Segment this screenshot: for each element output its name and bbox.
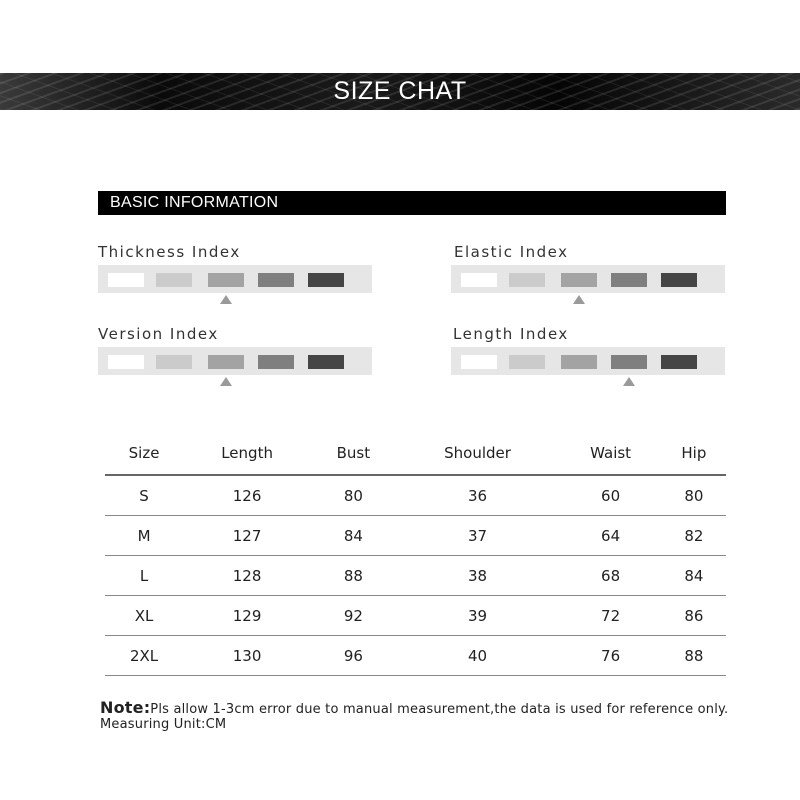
- cell-waist: 64: [559, 516, 661, 556]
- cell-waist: 72: [559, 596, 661, 636]
- cell-shoulder: 39: [396, 596, 560, 636]
- cell-bust: 96: [311, 636, 396, 676]
- scale-swatch-4: [611, 273, 647, 287]
- header-size: Size: [105, 432, 183, 475]
- elastic-index-scale: [451, 265, 725, 293]
- cell-bust: 80: [311, 475, 396, 516]
- cell-size: S: [105, 475, 183, 516]
- section-header: [98, 191, 726, 215]
- cell-hip: 82: [662, 516, 726, 556]
- version-index-scale: [98, 347, 372, 375]
- cell-shoulder: 40: [396, 636, 560, 676]
- cell-waist: 68: [559, 556, 661, 596]
- scale-swatch-1: [108, 355, 144, 369]
- header-shoulder: Shoulder: [396, 432, 560, 475]
- scale-swatch-1: [461, 355, 497, 369]
- header-banner: [0, 73, 800, 110]
- cell-bust: 92: [311, 596, 396, 636]
- scale-swatch-2: [509, 273, 545, 287]
- note-text: [100, 698, 780, 717]
- cell-bust: 84: [311, 516, 396, 556]
- thickness-index-label: Thickness Index: [98, 243, 241, 261]
- scale-swatch-5: [308, 355, 344, 369]
- table-row: [105, 516, 726, 556]
- table-header-row: [105, 432, 726, 475]
- header-length: Length: [183, 432, 311, 475]
- scale-swatch-3: [561, 273, 597, 287]
- scale-swatch-5: [661, 273, 697, 287]
- table-row: [105, 636, 726, 676]
- scale-swatch-2: [509, 355, 545, 369]
- cell-shoulder: 38: [396, 556, 560, 596]
- cell-length: 127: [183, 516, 311, 556]
- scale-pointer-icon: [573, 295, 585, 304]
- scale-swatch-5: [661, 355, 697, 369]
- size-table: [105, 432, 726, 676]
- scale-swatch-4: [611, 355, 647, 369]
- cell-hip: 80: [662, 475, 726, 516]
- note-body: Pls allow 1-3cm error due to manual measurement,the data is used for reference only.: [150, 702, 729, 717]
- elastic-index-label: Elastic Index: [454, 243, 569, 261]
- cell-size: M: [105, 516, 183, 556]
- length-index-scale: [451, 347, 725, 375]
- section-title: BASIC INFORMATION: [110, 194, 279, 211]
- length-index-label: Length Index: [453, 325, 569, 343]
- scale-swatch-1: [108, 273, 144, 287]
- scale-swatch-2: [156, 273, 192, 287]
- note-separator: :: [143, 698, 151, 717]
- cell-length: 130: [183, 636, 311, 676]
- cell-waist: 60: [559, 475, 661, 516]
- header-bust: Bust: [311, 432, 396, 475]
- cell-length: 129: [183, 596, 311, 636]
- scale-pointer-icon: [220, 377, 232, 386]
- cell-waist: 76: [559, 636, 661, 676]
- version-index-label: Version Index: [98, 325, 219, 343]
- header-hip: Hip: [662, 432, 726, 475]
- cell-hip: 84: [662, 556, 726, 596]
- scale-pointer-icon: [220, 295, 232, 304]
- banner-title: SIZE CHAT: [333, 77, 467, 105]
- scale-swatch-3: [208, 355, 244, 369]
- cell-size: L: [105, 556, 183, 596]
- table-row: [105, 475, 726, 516]
- scale-swatch-1: [461, 273, 497, 287]
- scale-swatch-4: [258, 273, 294, 287]
- table-row: [105, 596, 726, 636]
- cell-size: XL: [105, 596, 183, 636]
- note-key: Note: [100, 698, 144, 717]
- cell-shoulder: 36: [396, 475, 560, 516]
- cell-size: 2XL: [105, 636, 183, 676]
- cell-bust: 88: [311, 556, 396, 596]
- cell-shoulder: 37: [396, 516, 560, 556]
- cell-hip: 86: [662, 596, 726, 636]
- cell-length: 126: [183, 475, 311, 516]
- scale-swatch-5: [308, 273, 344, 287]
- scale-pointer-icon: [623, 377, 635, 386]
- scale-swatch-4: [258, 355, 294, 369]
- table-row: [105, 556, 726, 596]
- cell-length: 128: [183, 556, 311, 596]
- cell-hip: 88: [662, 636, 726, 676]
- scale-swatch-3: [208, 273, 244, 287]
- scale-swatch-2: [156, 355, 192, 369]
- thickness-index-scale: [98, 265, 372, 293]
- scale-swatch-3: [561, 355, 597, 369]
- measuring-unit: Measuring Unit:CM: [100, 717, 227, 732]
- header-waist: Waist: [559, 432, 661, 475]
